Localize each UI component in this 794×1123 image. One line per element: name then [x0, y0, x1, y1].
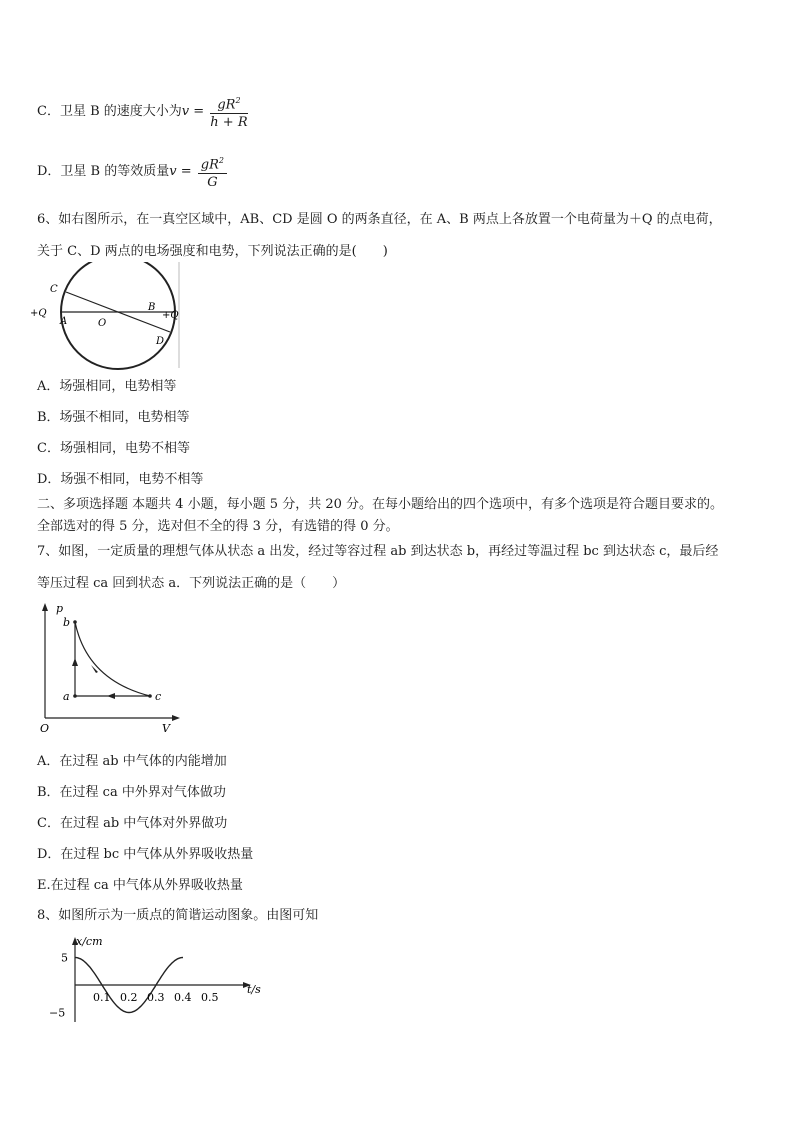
q7-option-a: A．在过程 ab 中气体的内能增加 [37, 754, 227, 769]
q5-option-d-numerator: gR [200, 157, 219, 173]
q8-x-tick-label: 0.4 [174, 991, 192, 1004]
q7-label-o: O [40, 722, 50, 735]
q7-v-axis-arrow [172, 715, 180, 721]
q6-label-d: D [156, 336, 165, 347]
q8-x-axis-label: t/s [247, 983, 261, 996]
q5-option-c-fraction: $\frac{gR^2}{h + R}$ [210, 92, 247, 131]
q7-label-p: p [56, 602, 64, 615]
q7-option-c: C．在过程 ab 中气体对外界做功 [37, 816, 228, 831]
section2-line2: 全部选对的得 5 分，选对但不全的得 3 分，有选错的得 0 分。 [37, 519, 399, 534]
q7-point-c [148, 694, 152, 698]
q7-label-c: c [155, 690, 162, 703]
q7-point-a [73, 694, 77, 698]
q5-option-d-lhs: v [169, 164, 177, 180]
q6-label-c: C [50, 284, 58, 295]
q8-y-axis-label: x/cm [76, 935, 103, 948]
q6-label-a: A [60, 316, 68, 327]
q6-circle [61, 262, 175, 369]
q7-p-axis-arrow [42, 603, 48, 611]
q6-label-b: B [148, 302, 156, 313]
q5-option-d-text: D．卫星 B 的等效质量 [37, 164, 170, 180]
q7-option-e: E.在过程 ca 中气体从外界吸收热量 [37, 878, 243, 893]
q5-option-c-text: C．卫星 B 的速度大小为 [37, 104, 182, 120]
q8-stem: 8、如图所示为一质点的简谐运动图象。由图可知 [37, 908, 319, 923]
q8-x-tick-label: 0.2 [120, 991, 138, 1004]
q6-option-c: C．场强相同，电势不相等 [37, 441, 190, 456]
q5-option-c-lhs: v [181, 104, 190, 120]
q7-option-d: D．在过程 bc 中气体从外界吸收热量 [37, 847, 254, 862]
q6-label-o: O [98, 318, 107, 329]
q7-option-b: B．在过程 ca 中外界对气体做功 [37, 785, 226, 800]
q7-process-bc [75, 622, 150, 696]
q7-label-b: b [63, 616, 71, 629]
q8-y-tick-label: −5 [49, 1006, 66, 1020]
q6-stem-line1: 6、如右图所示，在一真空区域中，AB、CD 是圆 O 的两条直径，在 A、B 两点上各放置一个电荷量为＋Q 的点电荷， [37, 212, 722, 227]
q5-option-c: C．卫星 B 的速度大小为v = $\frac{gR^2}{h + R}$ [37, 92, 248, 131]
q6-option-a: A．场强相同，电势相等 [37, 379, 177, 394]
q7-arrow-ca [107, 693, 115, 699]
q8-shm-chart [40, 932, 280, 1027]
q5-option-d-denominator: G [207, 175, 218, 191]
q6-circle-figure [30, 262, 190, 370]
q5-option-c-numerator: gR [217, 97, 236, 113]
q7-stem-line1: 7、如图，一定质量的理想气体从状态 a 出发，经过等容过程 ab 到达状态 b，再经过等温过程 bc 到达状态 c，最后经 [37, 544, 719, 559]
q6-stem-line2: 关于 C、D 两点的电场强度和电势，下列说法正确的是( ) [37, 244, 388, 259]
q8-x-tick-label: 0.1 [93, 991, 111, 1004]
q5-option-d-fraction: $\frac{gR^2}{G}$ [198, 152, 227, 191]
q6-label-q-left: +Q [30, 308, 47, 319]
q7-point-b [73, 620, 77, 624]
q7-pv-diagram [35, 600, 185, 735]
q8-x-tick-label: 0.3 [147, 991, 165, 1004]
q8-y-tick-label: 5 [61, 951, 68, 965]
q5-option-d: D．卫星 B 的等效质量v = $\frac{gR^2}{G}$ [37, 152, 227, 191]
q7-arrow-ab [72, 658, 78, 666]
q5-option-c-denominator: h + R [210, 115, 248, 131]
q7-stem-line2: 等压过程 ca 回到状态 a．下列说法正确的是（ ） [37, 576, 346, 591]
q8-x-tick-label: 0.5 [201, 991, 219, 1004]
section2-line1: 二、多项选择题 本题共 4 小题，每小题 5 分，共 20 分。在每小题给出的四个选项中，有多个选项是符合题目要求的。 [37, 497, 724, 512]
q6-label-q-right: +Q [162, 310, 179, 321]
q7-label-v: V [162, 722, 170, 735]
q7-label-a: a [63, 690, 70, 703]
q6-option-d: D．场强不相同，电势不相等 [37, 472, 204, 487]
q6-option-b: B．场强不相同，电势相等 [37, 410, 190, 425]
